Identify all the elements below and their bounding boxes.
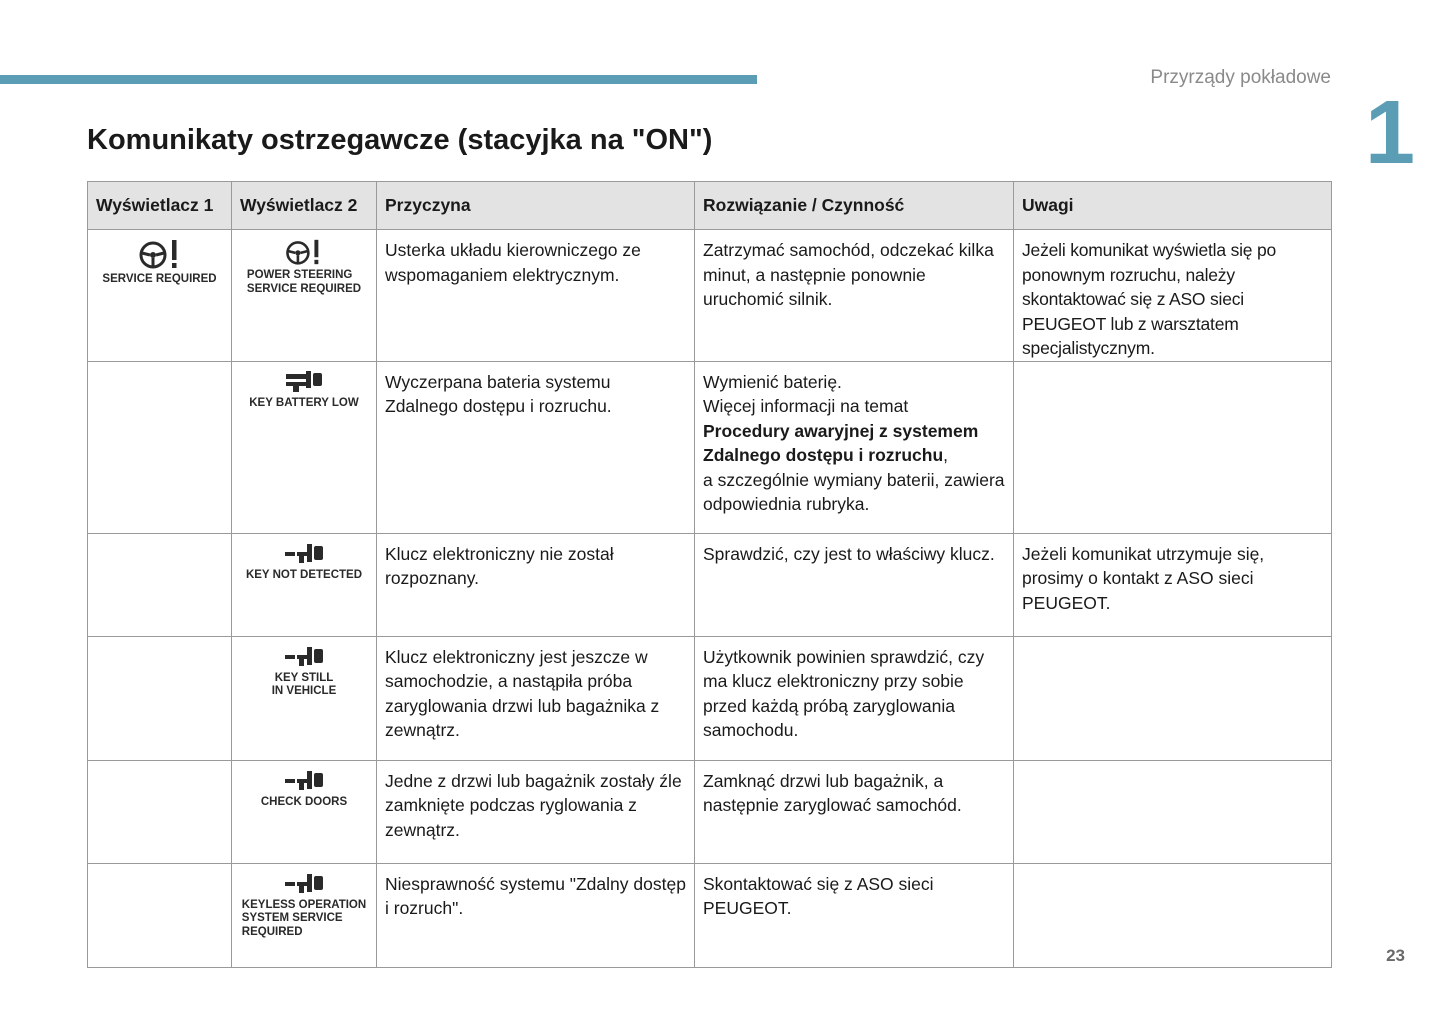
display2-text: CHECK DOORS	[260, 795, 348, 808]
action-procedure-reference	[703, 419, 1005, 468]
page-number: 23	[1386, 946, 1405, 965]
key-icon	[284, 769, 324, 793]
display1-cell	[88, 760, 232, 863]
page-title: Komunikaty ostrzegawcze (stacyjka na "ON")	[87, 124, 713, 156]
table-header-row	[88, 182, 1332, 230]
notes-cell	[1014, 636, 1332, 760]
table-row	[88, 361, 1332, 533]
display2-cell	[232, 361, 377, 533]
action-cell	[695, 361, 1014, 533]
cause-cell: Usterka układu kierowniczego ze wspomaganiem elektrycznym.	[377, 230, 695, 362]
procedure-reference-comma: ,	[943, 445, 949, 465]
column-header-cause: Przyczyna	[377, 182, 695, 230]
table-row	[88, 230, 1332, 362]
section-label: Przyrządy pokładowe	[1150, 67, 1331, 88]
display2-cell	[232, 760, 377, 863]
steering-wheel-warning-icon	[284, 238, 324, 266]
notes-cell: Jeżeli komunikat wyświetla się po ponownym rozruchu, należy skontaktować się z ASO sieci PEUGEOT lub z warsztatem specjalistycznym.	[1014, 230, 1332, 362]
notes-cell: Jeżeli komunikat utrzymuje się, prosimy o kontakt z ASO sieci PEUGEOT.	[1014, 533, 1332, 636]
cause-cell: Klucz elektroniczny jest jeszcze w samochodzie, a nastąpiła próba zaryglowania drzwi lub bagażnika z zewnątrz.	[377, 636, 695, 760]
display1-cell	[88, 636, 232, 760]
display2-cell	[232, 533, 377, 636]
display1-cell	[88, 533, 232, 636]
display2-text: KEY BATTERY LOW	[249, 396, 359, 409]
notes-cell	[1014, 863, 1332, 967]
warning-messages-table	[87, 181, 1332, 968]
table-row	[88, 760, 1332, 863]
display2-cell	[232, 636, 377, 760]
column-header-notes: Uwagi	[1014, 182, 1332, 230]
display1-cell	[88, 361, 232, 533]
table-row	[88, 636, 1332, 760]
display2-text: POWER STEERING SERVICE REQUIRED	[246, 269, 362, 295]
display1-cell	[88, 230, 232, 362]
table-row	[88, 863, 1332, 967]
notes-cell	[1014, 361, 1332, 533]
column-header-action: Rozwiązanie / Czynność	[695, 182, 1014, 230]
procedure-reference-bold: Procedury awaryjnej z systemem Zdalnego dostępu i rozruchu	[703, 420, 979, 465]
key-icon	[284, 645, 324, 669]
chapter-number: 1	[1365, 83, 1416, 183]
key-icon	[284, 542, 324, 566]
table-row	[88, 533, 1332, 636]
action-cell: Użytkownik powinien sprawdzić, czy ma klucz elektroniczny przy sobie przed każdą próbą zaryglowania samochodu.	[695, 636, 1014, 760]
steering-wheel-warning-icon	[137, 238, 183, 270]
action-cell: Zamknąć drzwi lub bagażnik, a następnie zaryglować samochód.	[695, 760, 1014, 863]
display2-text: KEYLESS OPERATION SYSTEM SERVICE REQUIRED	[241, 898, 367, 938]
display2-cell	[232, 863, 377, 967]
action-cell: Zatrzymać samochód, odczekać kilka minut, a następnie ponownie uruchomić silnik.	[695, 230, 1014, 362]
display2-text: KEY STILL IN VEHICLE	[271, 671, 337, 697]
display2-cell	[232, 230, 377, 362]
display1-cell	[88, 863, 232, 967]
header-accent-bar	[0, 75, 757, 84]
action-line: Więcej informacji na temat	[703, 396, 909, 416]
cause-cell: Niesprawność systemu "Zdalny dostęp i rozruch".	[377, 863, 695, 967]
action-cell: Sprawdzić, czy jest to właściwy klucz.	[695, 533, 1014, 636]
display1-text: SERVICE REQUIRED	[102, 273, 217, 285]
action-line: Wymienić baterię.	[703, 371, 842, 392]
action-cell: Skontaktować się z ASO sieci PEUGEOT.	[695, 863, 1014, 967]
action-line: a szczególnie wymiany baterii, zawiera odpowiednia rubryka.	[703, 469, 1005, 514]
cause-cell: Klucz elektroniczny nie został rozpoznany.	[377, 533, 695, 636]
display2-text: KEY NOT DETECTED	[245, 568, 363, 581]
notes-cell	[1014, 760, 1332, 863]
key-battery-icon	[284, 370, 324, 394]
cause-cell: Wyczerpana bateria systemu Zdalnego dostępu i rozruchu.	[377, 361, 695, 533]
key-icon	[284, 872, 324, 896]
column-header-display1: Wyświetlacz 1	[88, 182, 232, 230]
cause-cell: Jedne z drzwi lub bagażnik zostały źle zamknięte podczas ryglowania z zewnątrz.	[377, 760, 695, 863]
column-header-display2: Wyświetlacz 2	[232, 182, 377, 230]
